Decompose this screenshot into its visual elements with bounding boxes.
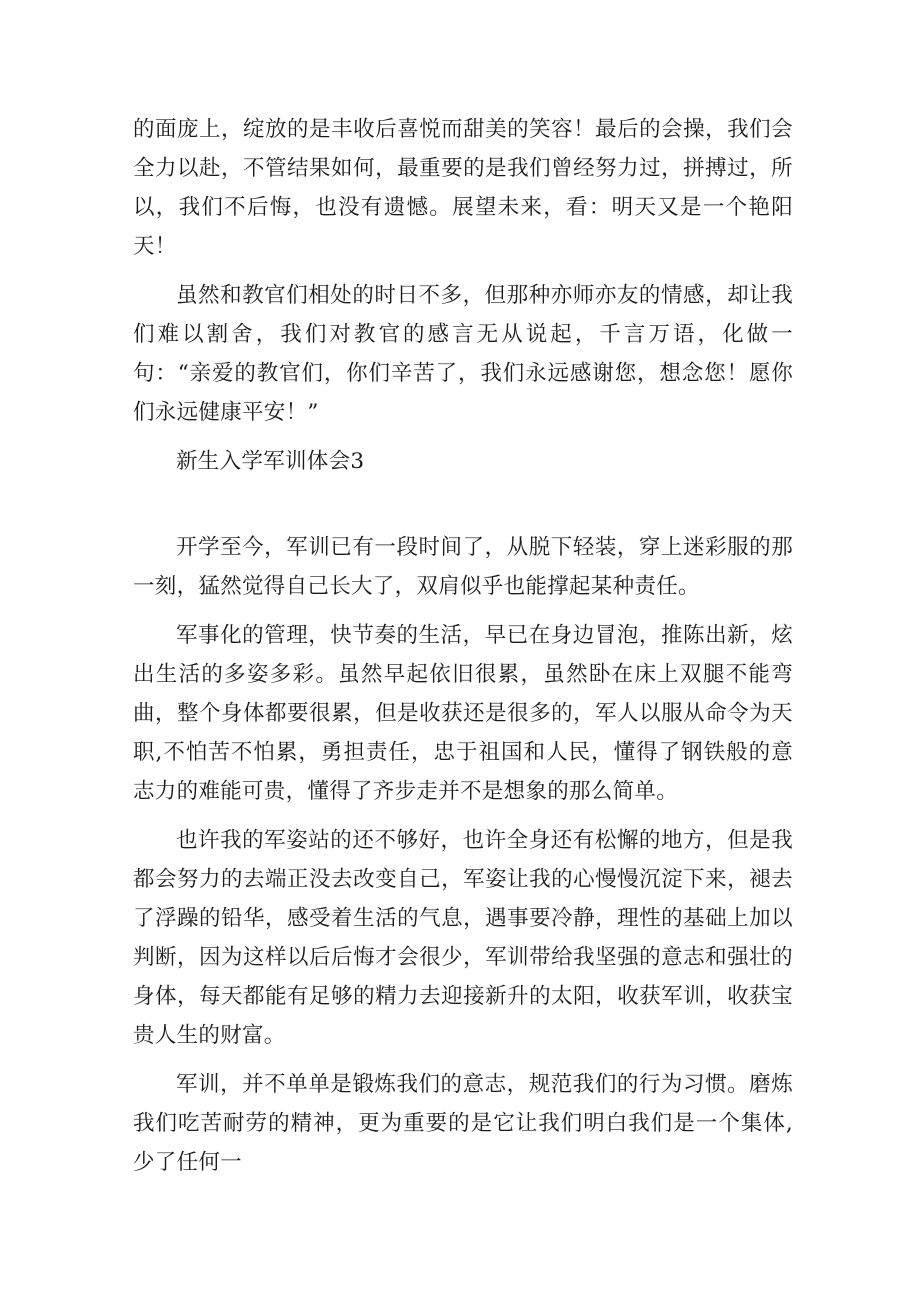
paragraph-1: 的面庞上，绽放的是丰收后喜悦而甜美的笑容！最后的会操，我们会全力以赴，不管结果如何，最重要的是我们曾经努力过，拼搏过，所以，我们不后悔，也没有遗憾。展望未来，看：明天又是一个艳阳天！ bbox=[133, 117, 793, 259]
paragraph-3: 开学至今，军训已有一段时间了，从脱下轻装，穿上迷彩服的那一刻，猛然觉得自己长大了，双肩似乎也能撑起某种责任。 bbox=[133, 535, 793, 599]
paragraph-5: 也许我的军姿站的还不够好，也许全身还有松懈的地方，但是我都会努力的去端正没去改变自己，军姿让我的心慢慢沉淀下来，褪去了浮躁的铅华，感受着生活的气息，遇事要冷静，理性的基础上加以判断，因为这样以后后悔才会很少，军训带给我坚强的意志和强壮的身体，每天都能有足够的精力去迎接新升的太阳，收获军训，收获宝贵人生的财富。 bbox=[133, 828, 793, 1048]
paragraph-4: 军事化的管理，快节奏的生活，早已在身边冒泡，推陈出新，炫出生活的多姿多彩。虽然早起依旧很累，虽然卧在床上双腿不能弯曲，整个身体都要很累，但是收获还是很多的，军人以服从命令为天职,不怕苦不怕累，勇担责任，忠于祖国和人民，懂得了钢铁般的意志力的难能可贵，懂得了齐步走并不是想象的那么简单。 bbox=[133, 623, 793, 804]
section-heading: 新生入学军训体会3 bbox=[176, 449, 365, 474]
document-body bbox=[133, 110, 793, 1182]
paragraph-2: 虽然和教官们相处的时日不多，但那种亦师亦友的情感，却让我们难以割舍，我们对教官的感言无从说起，千言万语，化做一句：“亲爱的教官们，你们辛苦了，我们永远感谢您，想念您！愿你们永远健康平安！” bbox=[133, 283, 793, 425]
paragraph-6: 军训，并不单单是锻炼我们的意志，规范我们的行为习惯。磨炼我们吃苦耐劳的精神，更为重要的是它让我们明白我们是一个集体,少了任何一 bbox=[133, 1072, 793, 1175]
section-spacer bbox=[133, 481, 793, 528]
